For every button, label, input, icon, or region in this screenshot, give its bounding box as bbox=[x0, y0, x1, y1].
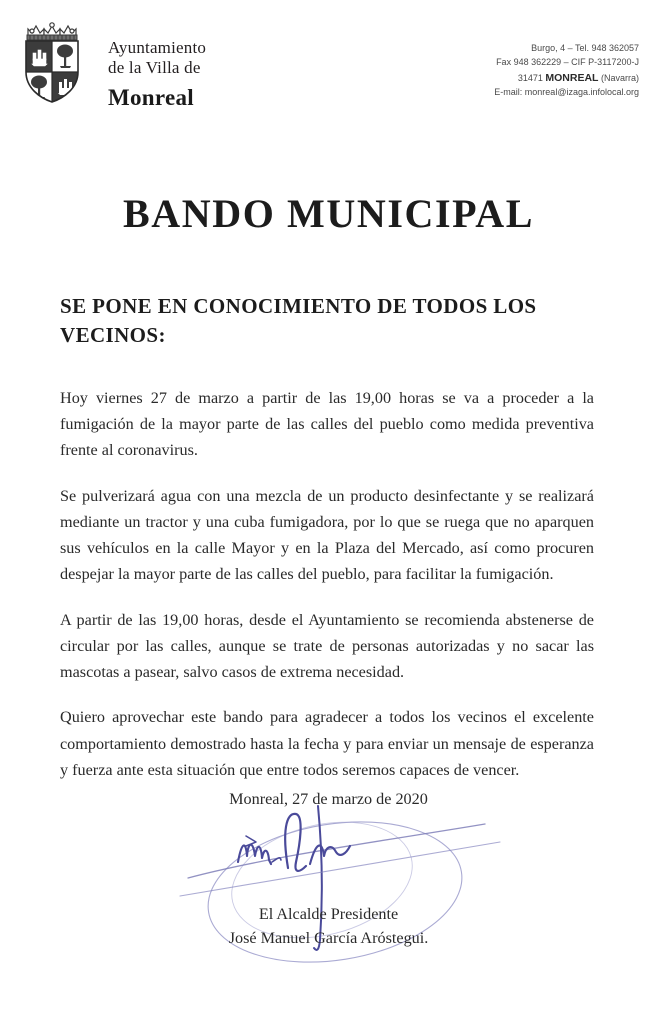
signature-block bbox=[0, 790, 657, 970]
document-body bbox=[60, 385, 594, 802]
body-paragraph-3: A partir de las 19,00 horas, desde el Ayuntamiento se recomienda abstenerse de circular por las calles, aunque se trate de personas autorizadas y no sacar las mascotas a pasear, salvo casos de extrema necesidad. bbox=[60, 610, 594, 682]
org-line-2: de la Villa de bbox=[108, 58, 201, 78]
body-paragraph-2: Se pulverizará agua con una mezcla de un producto desinfectante y se realizará mediante un tractor y una cuba fumigadora, por lo que se ruega que no aparquen sus vehículos en la calle Mayor y en la Plaza del Mercado, así como procuren despejar la mayor parte de las calles del pueblo, para facilitar la fumigación. bbox=[60, 486, 594, 584]
contact-line-email: E-mail: monreal@izaga.infolocal.org bbox=[494, 87, 639, 98]
contact-town-bold: MONREAL bbox=[545, 71, 599, 84]
monreal-coat-of-arms-icon bbox=[18, 20, 90, 106]
signature-name: José Manuel García Aróstegui. bbox=[228, 929, 429, 948]
body-paragraph-1: Hoy viernes 27 de marzo a partir de las 19,00 horas se va a proceder a la fumigación de la mayor parte de las calles del pueblo como medida preventiva frente al coronavirus. bbox=[60, 389, 594, 460]
contact-line-fax-cif: Fax 948 362229 – CIF P-3117200-J bbox=[496, 56, 639, 67]
contact-province: (Navarra) bbox=[600, 72, 639, 83]
contact-postal-code: 31471 bbox=[517, 72, 543, 83]
organization-name bbox=[108, 38, 206, 111]
contact-line-address-phone: Burgo, 4 – Tel. 948 362057 bbox=[531, 43, 639, 53]
org-line-1: Ayuntamiento bbox=[108, 38, 207, 57]
page-title: BANDO MUNICIPAL bbox=[122, 191, 535, 236]
contact-line-town bbox=[494, 70, 639, 86]
body-paragraph-4: Quiero aprovechar este bando para agradecer a todos los vecinos el excelente comportamiento demostrado hasta la fecha y para enviar un mensaje de esperanza y fuerza ante esta situación que entre todos seremos capaces de vencer. bbox=[60, 708, 594, 779]
document-subtitle: SE PONE EN CONOCIMIENTO DE TODOS LOS VECINOS: bbox=[60, 294, 537, 347]
contact-block bbox=[494, 42, 639, 100]
signature-names bbox=[0, 902, 657, 951]
letterhead bbox=[0, 0, 657, 120]
org-town: Monreal bbox=[108, 85, 194, 111]
signature-role: El Alcalde Presidente bbox=[258, 905, 399, 923]
signature-date-line: Monreal, 27 de marzo de 2020 bbox=[229, 790, 428, 808]
